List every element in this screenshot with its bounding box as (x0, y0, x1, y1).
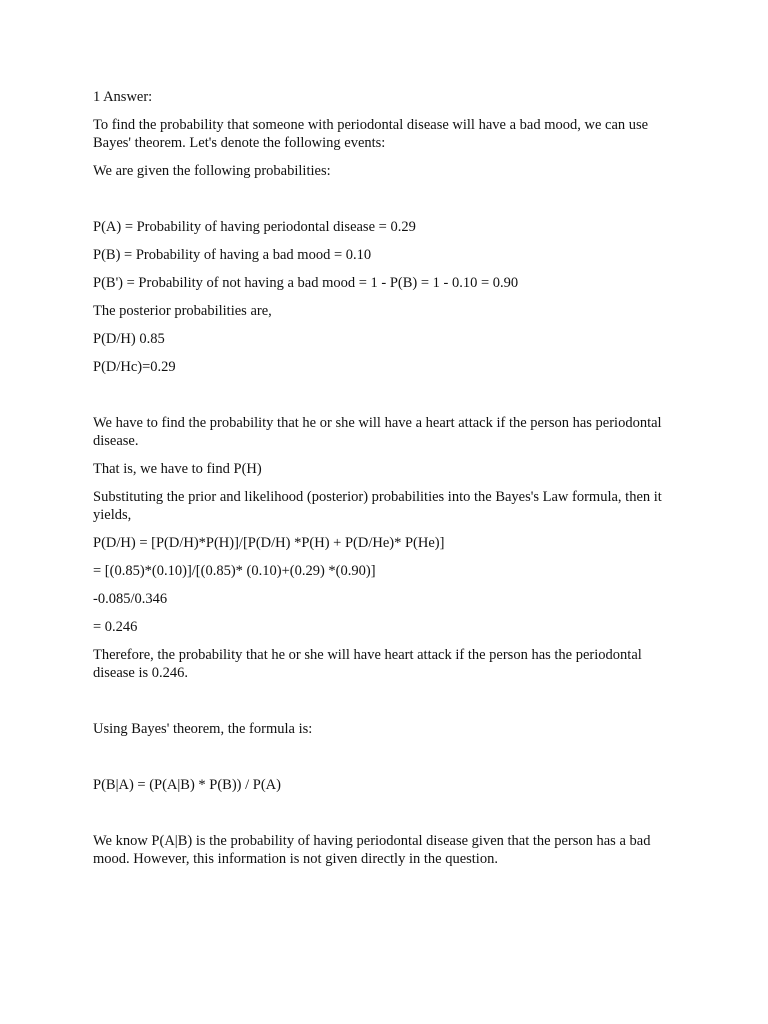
bayes-formula-line: P(B|A) = (P(A|B) * P(B)) / P(A) (93, 777, 281, 793)
intro-paragraph: To find the probability that someone with periodontal disease will have a bad mood, we can use Bayes' theorem. Let's denote the following events: (93, 117, 652, 151)
prob-a-line: P(A) = Probability of having periodontal disease = 0.29 (93, 219, 416, 235)
spacer (93, 190, 673, 218)
substitution-paragraph: Substituting the prior and likelihood (posterior) probabilities into the Bayes's Law formula, then it yields, (93, 489, 666, 523)
posterior-heading: The posterior probabilities are, (93, 303, 272, 319)
closing-paragraph: We know P(A|B) is the probability of having periodontal disease given that the person has a bad mood. However, this information is not given directly in the question. (93, 833, 655, 867)
prob-b-complement-line: P(B') = Probability of not having a bad mood = 1 - P(B) = 1 - 0.10 = 0.90 (93, 275, 519, 291)
given-heading: We are given the following probabilities: (93, 163, 331, 179)
fraction-line: -0.085/0.346 (93, 591, 168, 607)
answer-heading: 1 Answer: (93, 89, 153, 105)
find-ph-line: That is, we have to find P(H) (93, 461, 262, 477)
document-page (93, 88, 673, 878)
spacer (93, 386, 673, 414)
bayes-intro-line: Using Bayes' theorem, the formula is: (93, 721, 313, 737)
posterior-dhc-line: P(D/Hc)=0.29 (93, 359, 176, 375)
posterior-dh-line: P(D/H) 0.85 (93, 331, 165, 347)
spacer (93, 804, 673, 832)
formula-line: P(D/H) = [P(D/H)*P(H)]/[P(D/H) *P(H) + P(D/He)* P(He)] (93, 535, 445, 551)
spacer (93, 748, 673, 776)
spacer (93, 692, 673, 720)
goal-paragraph: We have to find the probability that he or she will have a heart attack if the person has periodontal disease. (93, 415, 666, 449)
substituted-values-line: = [(0.85)*(0.10)]/[(0.85)* (0.10)+(0.29) *(0.90)] (93, 563, 376, 579)
prob-b-line: P(B) = Probability of having a bad mood = 0.10 (93, 247, 372, 263)
conclusion-paragraph: Therefore, the probability that he or she will have heart attack if the person has the periodontal disease is 0.246. (93, 647, 646, 681)
result-line: = 0.246 (93, 619, 138, 635)
